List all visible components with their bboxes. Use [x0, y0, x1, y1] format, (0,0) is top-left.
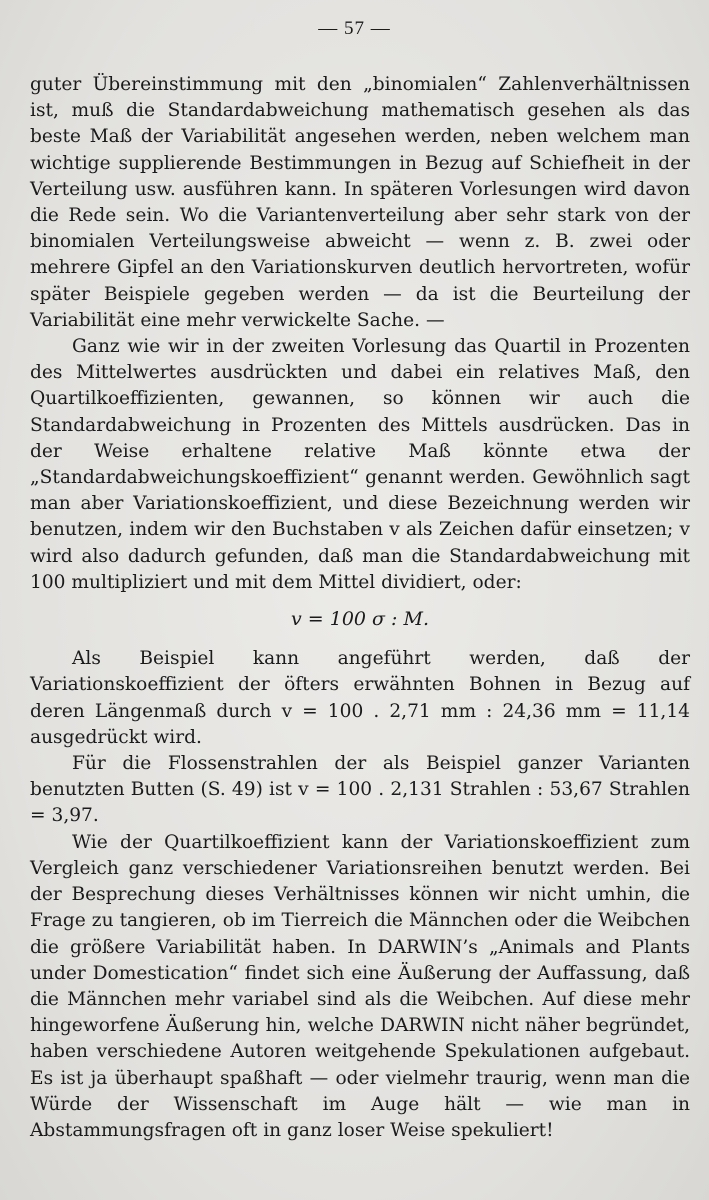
paragraph-variation-coefficient: Ganz wie wir in der zweiten Vorlesung das Quartil in Prozenten des Mittelwertes ausdrückten und dabei ein relatives Maß, den Quartilkoeffizienten, gewannen, so können wir auch die Standardabweichung in Prozenten des Mittels ausdrücken. Das in der Weise erhaltene relative Maß könnte etwa der „Standardabweichungskoeffizient“ genannt werden. Gewöhnlich sagt man aber Variationskoeffizient, und diese Bezeichnung werden wir benutzen, indem wir den Buchstaben v als Zeichen dafür einsetzen; v wird also dadurch gefunden, daß man die Standardabweichung mit 100 multipliziert und mit dem Mittel dividiert, oder: — [30, 336, 690, 593]
paragraph-bean-example: Als Beispiel kann angeführt werden, daß der Variationskoeffizient der öfters erwähnten Bohnen in Bezug auf deren Längenmaß durch v = 100 . 2,71 mm : 24,36 mm = 11,14 ausgedrückt wird. — [30, 648, 690, 748]
page-number: — 57 — — [318, 18, 391, 39]
paragraph-sex-variability: Wie der Quartilkoeffizient kann der Variationskoeffizient zum Vergleich ganz verschiedener Variationsreihen benutzt werden. Bei der Besprechung dieses Verhältnisses können wir nicht umhin, die Frage zu tangieren, ob im Tierreich die Männchen oder die Weibchen die größere Variabilität haben. In DARWIN’s „Animals and Plants under Domestication“ findet sich eine Äußerung der Auffassung, daß die Männchen mehr variabel sind als die Weibchen. Auf diese mehr hingeworfene Äußerung hin, welche DARWIN nicht näher begründet, haben verschiedene Autoren weitgehende Spekulationen aufgebaut. Es ist ja überhaupt spaßhaft — oder vielmehr traurig, wenn man die Würde der Wissenschaft im Auge hält — wie man in Abstammungsfragen oft in ganz loser Weise spekuliert! — [30, 831, 690, 1141]
body-text — [30, 72, 690, 1144]
paragraph-standard-deviation: guter Übereinstimmung mit den „binomialen“ Zahlenverhältnissen ist, muß die Standardabweichung mathematisch gesehen als das beste Maß der Variabilität angesehen werden, neben welchem man wichtige supplierende Bestimmungen in Bezug auf Schiefheit in der Verteilung usw. ausführen kann. In späteren Vorlesungen wird davon die Rede sein. Wo die Variantenverteilung aber sehr stark von der binomialen Verteilungsweise abweicht — wenn z. B. zwei oder mehrere Gipfel an den Variationskurven deutlich hervortreten, wofür später Beispiele gegeben werden — da ist die Beurteilung der Variabilität eine mehr verwickelte Sache. — — [30, 74, 690, 331]
equation-variation-coefficient: v = 100 σ : M. — [291, 608, 429, 631]
paragraph-fin-rays-example: Für die Flossenstrahlen der als Beispiel ganzer Varianten benutzten Butten (S. 49) ist v = 100 . 2,131 Strahlen : 53,67 Strahlen = 3,97. — [30, 753, 690, 827]
